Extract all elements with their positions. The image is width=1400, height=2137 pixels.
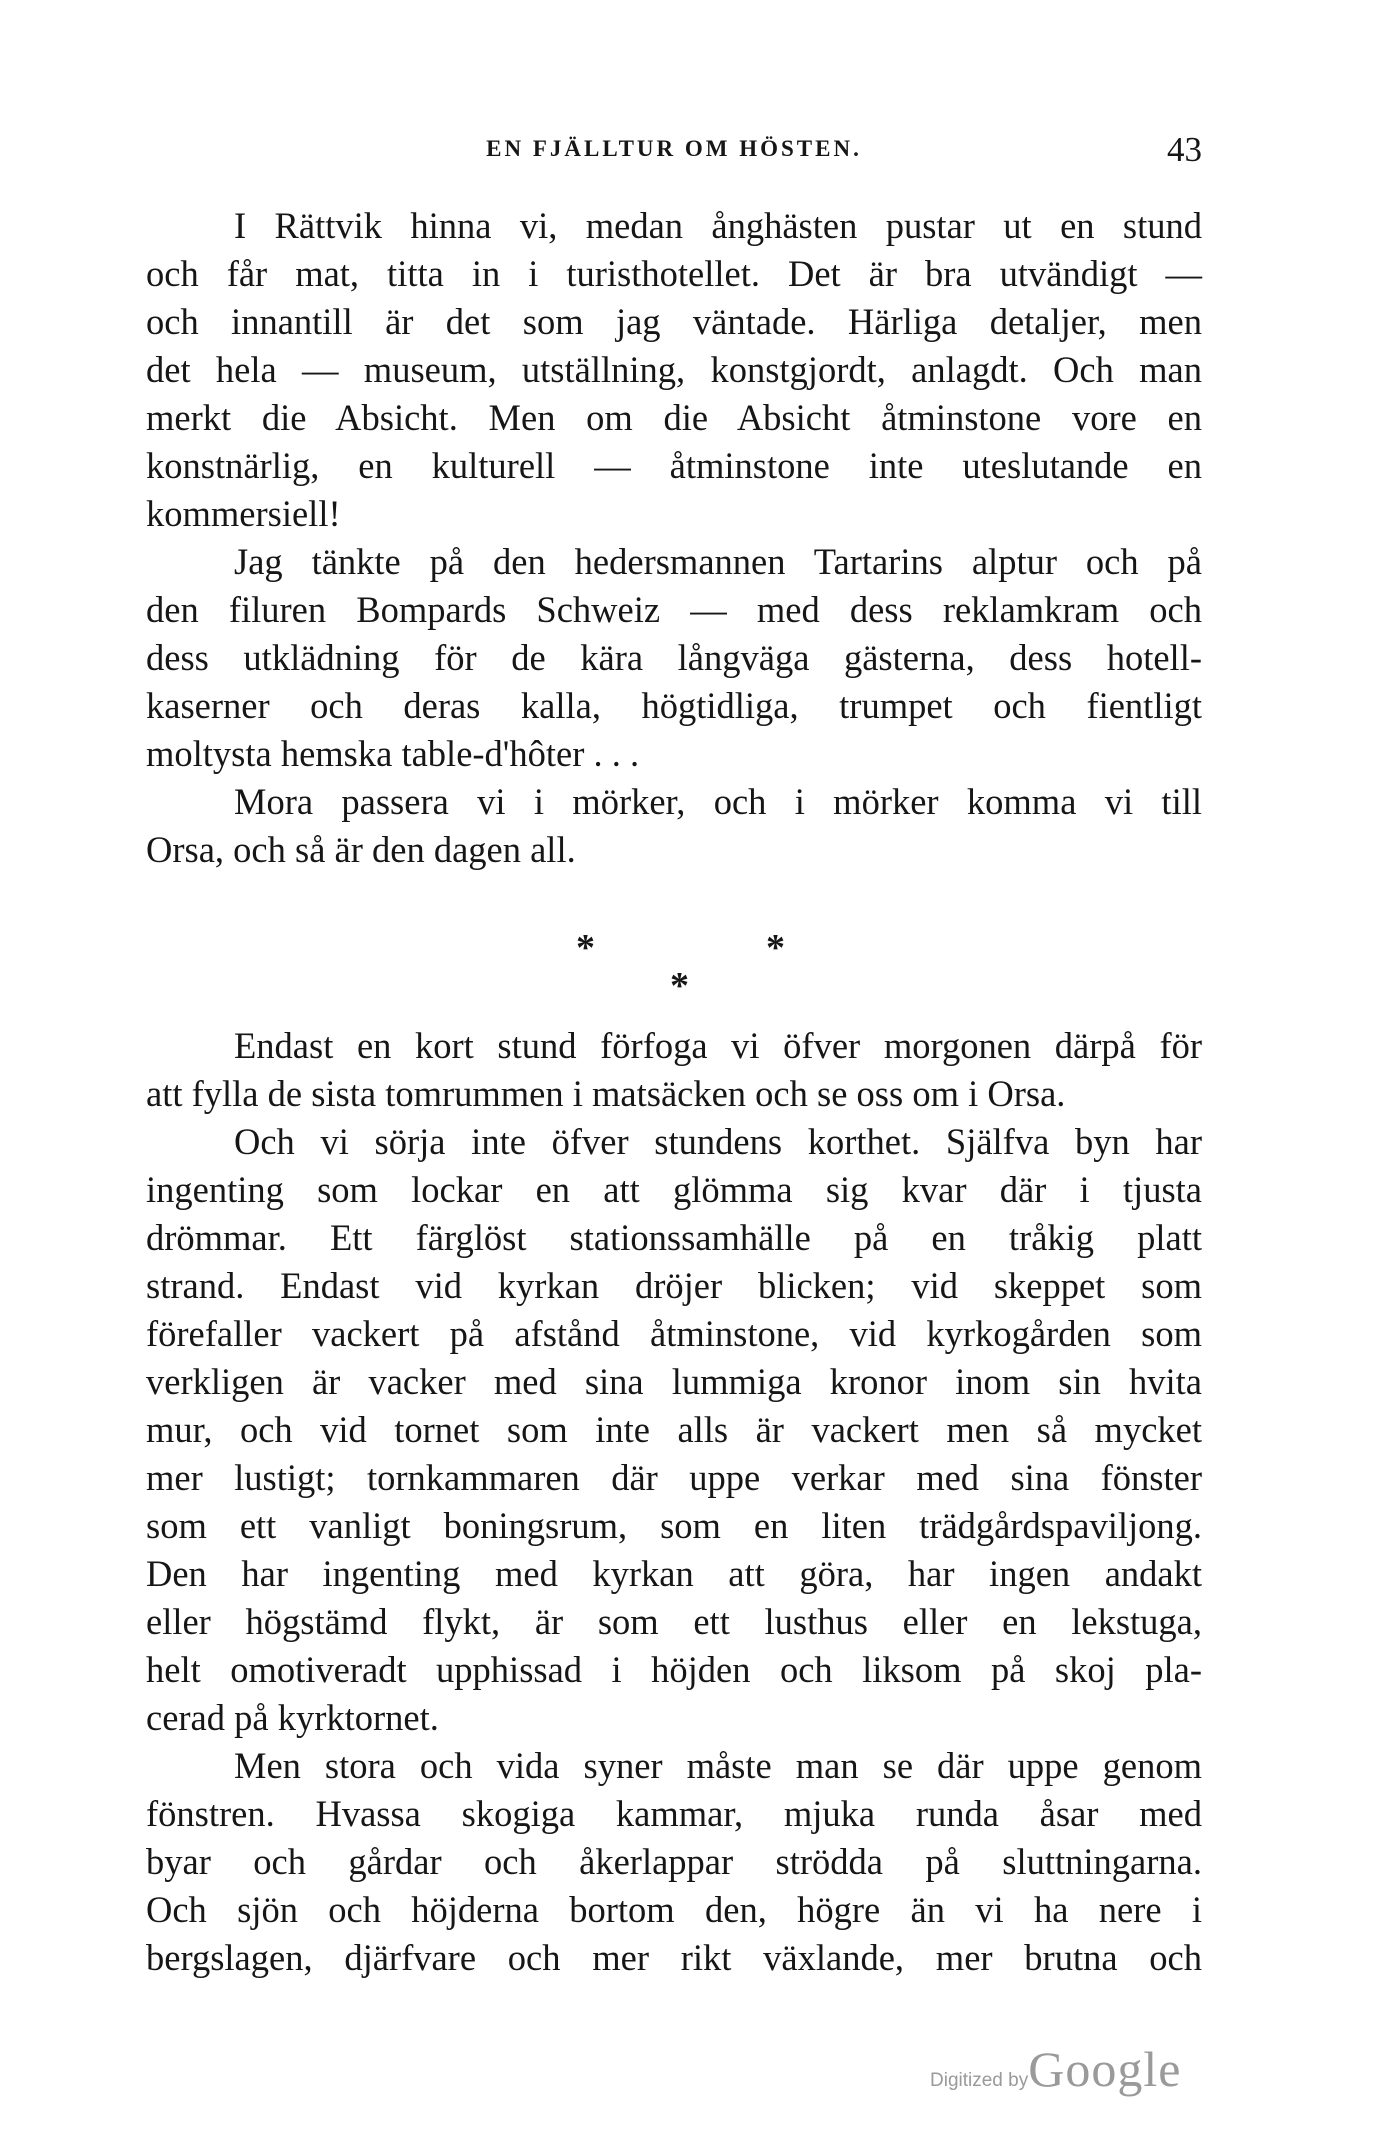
digitization-watermark <box>930 2040 1181 2100</box>
paragraph <box>146 1118 1202 1742</box>
paragraph <box>146 778 1202 874</box>
text-line: drömmar. Ett färglöst stationssamhälle på en tråkig platt <box>146 1217 1202 1258</box>
watermark-brand: Google <box>1028 2041 1182 2097</box>
text-line: cerad på kyrktornet. <box>146 1697 439 1738</box>
paragraph <box>146 1022 1202 1118</box>
text-line: konstnärlig, en kulturell — åtminstone inte uteslutande en <box>146 445 1202 486</box>
text-line: Den har ingenting med kyrkan att göra, har ingen andakt <box>146 1553 1202 1594</box>
text-line: helt omotiveradt upphissad i höjden och liksom på skoj pla- <box>146 1649 1202 1690</box>
text-line: förefaller vackert på afstånd åtminstone, vid kyrkogården som <box>146 1313 1202 1354</box>
section-break <box>146 874 1202 1022</box>
text-line: eller högstämd flykt, är som ett lusthus eller en lekstuga, <box>146 1601 1202 1642</box>
text-line: byar och gårdar och åkerlappar strödda på sluttningarna. <box>146 1841 1202 1882</box>
text-line: Endast en kort stund förfoga vi öfver morgonen därpå för <box>234 1025 1202 1066</box>
text-line: merkt die Absicht. Men om die Absicht åtminstone vore en <box>146 397 1202 438</box>
text-line: som ett vanligt boningsrum, som en liten trädgårdspaviljong. <box>146 1505 1202 1546</box>
text-line: fönstren. Hvassa skogiga kammar, mjuka runda åsar med <box>146 1793 1202 1834</box>
text-line: Men stora och vida syner måste man se där uppe genom <box>234 1745 1202 1786</box>
text-line: Mora passera vi i mörker, och i mörker komma vi till <box>234 781 1202 822</box>
text-line: verkligen är vacker med sina lummiga kronor inom sin hvita <box>146 1361 1202 1402</box>
watermark-prefix: Digitized by <box>930 2070 1029 2091</box>
text-line: och innantill är det som jag väntade. Härliga detaljer, men <box>146 301 1202 342</box>
text-line: att fylla de sista tomrummen i matsäcken och se oss om i Orsa. <box>146 1073 1066 1114</box>
text-line: och får mat, titta in i turisthotellet. Det är bra utvändigt — <box>146 253 1202 294</box>
text-line: Och vi sörja inte öfver stundens korthet. Själfva byn har <box>234 1121 1202 1162</box>
asterisk: * <box>766 927 785 969</box>
text-line: kommersiell! <box>146 493 341 534</box>
paragraphs-before-break <box>146 202 1202 874</box>
paragraph <box>146 202 1202 538</box>
text-line: moltysta hemska table-d'hôter . . . <box>146 733 640 774</box>
page-number: 43 <box>1167 130 1202 169</box>
paragraph <box>146 538 1202 778</box>
text-line: strand. Endast vid kyrkan dröjer blicken; vid skeppet som <box>146 1265 1202 1306</box>
text-line: kaserner och deras kalla, högtidliga, trumpet och fientligt <box>146 685 1202 726</box>
text-line: Jag tänkte på den hedersmannen Tartarins alptur och på <box>234 541 1202 582</box>
paragraphs-after-break <box>146 1022 1202 1982</box>
text-line: ingenting som lockar en att glömma sig kvar där i tjusta <box>146 1169 1202 1210</box>
text-line: det hela — museum, utställning, konstgjordt, anlagdt. Och man <box>146 349 1202 390</box>
running-title: EN FJÄLLTUR OM HÖSTEN. <box>486 136 862 161</box>
text-line: I Rättvik hinna vi, medan ånghästen pustar ut en stund <box>234 205 1202 246</box>
text-line: den filuren Bompards Schweiz — med dess reklamkram och <box>146 589 1202 630</box>
asterisk: * <box>576 927 595 969</box>
text-line: Och sjön och höjderna bortom den, högre än vi ha nere i <box>146 1889 1202 1930</box>
asterisk: * <box>670 965 689 1007</box>
page-header <box>146 126 1202 186</box>
text-line: Orsa, och så är den dagen all. <box>146 829 576 870</box>
text-line: bergslagen, djärfvare och mer rikt växlande, mer brutna och <box>146 1937 1202 1978</box>
page-body <box>146 202 1202 1982</box>
text-line: dess utklädning för de kära långväga gästerna, dess hotell- <box>146 637 1202 678</box>
paragraph <box>146 1742 1202 1982</box>
text-line: mer lustigt; tornkammaren där uppe verkar med sina fönster <box>146 1457 1202 1498</box>
text-line: mur, och vid tornet som inte alls är vackert men så mycket <box>146 1409 1202 1450</box>
